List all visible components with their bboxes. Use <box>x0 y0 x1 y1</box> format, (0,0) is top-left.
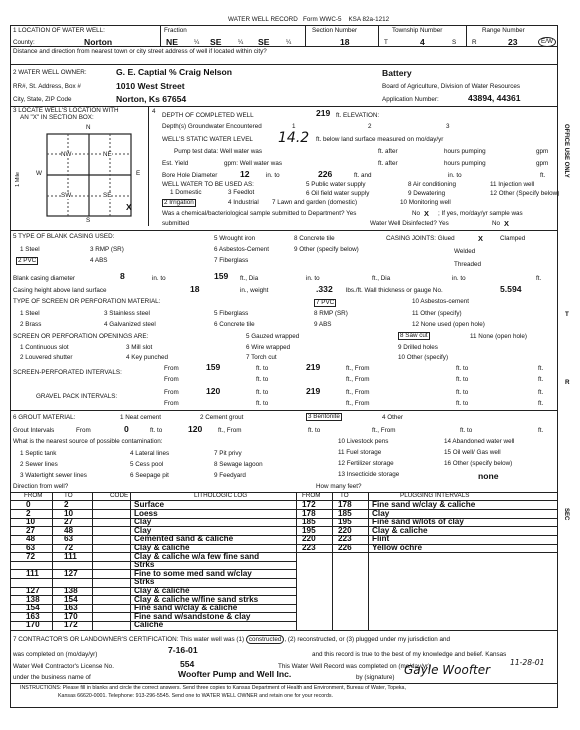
log-to[interactable]: 111 <box>64 551 77 561</box>
gp-ft-to4: ft. to <box>456 400 469 407</box>
license-label: Water Well Contractor's License No. <box>13 663 114 670</box>
grout-ft-to2: ft. to <box>308 427 321 434</box>
plug-to[interactable]: 178 <box>338 500 352 509</box>
joints-clamped: Clamped <box>500 235 526 242</box>
gp-from-value[interactable]: 120 <box>206 386 221 396</box>
section-value[interactable]: 18 <box>340 37 350 47</box>
office-r: R <box>565 379 570 386</box>
weight-value[interactable]: .332 <box>316 284 333 294</box>
contam-label: What is the nearest source of possible contamination: <box>13 438 163 445</box>
log-to[interactable]: 27 <box>64 517 74 527</box>
distance-label: Distance and direction from nearest town or city street address of well if located within city? <box>13 48 267 55</box>
plug-from[interactable]: 185 <box>302 517 316 527</box>
gp-ft2: ft. <box>538 400 544 407</box>
app-label: Application Number: <box>382 96 439 103</box>
howmany-label: How many feet? <box>316 483 362 490</box>
open-none[interactable]: 11 None (open hole) <box>470 333 527 340</box>
office-sec: SEC <box>563 508 569 521</box>
log-to[interactable]: 127 <box>64 568 78 578</box>
log-from[interactable]: 138 <box>26 594 40 604</box>
gp-from-label: From <box>164 389 179 396</box>
record-completed-label: This Water Well Record was completed on (mo/day/yr) <box>278 663 431 670</box>
casing-steel[interactable]: 1 Steel <box>20 246 40 253</box>
pump-gpm: gpm <box>536 148 549 155</box>
spi-from-label: From <box>164 365 179 372</box>
csz-label: City, State, ZIP Code <box>13 96 72 103</box>
grid-ne: NE <box>103 151 112 158</box>
static-level-tail: ft. below land surface measured on mo/day/yr <box>316 136 444 143</box>
quarter-mark: ¼ <box>286 39 292 46</box>
log-to[interactable]: 48 <box>64 525 74 535</box>
spi-ft-to3: ft. to <box>256 376 269 383</box>
township-t: T <box>384 39 388 46</box>
fraction-q2[interactable]: SE <box>210 37 222 47</box>
chem-tail: ; If yes, mo/day/yr sample was <box>438 210 523 217</box>
instructions-line2: Kansas 66620-0001. Telephone: 913-296-5545. Send one to WATER WELL OWNER and retain one for your records. <box>58 693 334 699</box>
casing-fiberglass[interactable]: 7 Fiberglass <box>214 257 249 264</box>
gp-ft: ft. <box>538 389 544 396</box>
log-h-lith: LITHOLOGIC LOG <box>194 492 248 499</box>
grout-cement[interactable]: 2 Cement grout <box>200 414 244 421</box>
range-ew-circle[interactable]: E/W <box>538 37 556 47</box>
constructed-circled[interactable]: constructed <box>246 635 285 644</box>
gp-ft-from3: ft., From <box>346 400 370 407</box>
diam-ft: ft. <box>536 275 542 282</box>
use-oilfield[interactable]: 6 Oil field water supply <box>306 190 370 197</box>
yield-hours: hours pumping <box>444 160 486 167</box>
grout-ft-to3: ft. to <box>460 427 473 434</box>
disinfected-no: No <box>492 220 501 227</box>
diam-value[interactable]: 8 <box>120 271 125 281</box>
s3-title2: AN "X" IN SECTION BOX: <box>20 114 94 121</box>
log-to[interactable]: 154 <box>64 594 78 604</box>
openings-label: SCREEN OR PERFORATION OPENINGS ARE: <box>13 333 149 340</box>
screen-fiberglass[interactable]: 5 Fiberglass <box>214 310 249 317</box>
plug-material[interactable]: Fine sand w/clay & caliche <box>372 500 476 509</box>
grid-nw: NW <box>61 151 72 158</box>
use-domestic[interactable]: 1 Domestic <box>170 189 202 196</box>
contam-abandoned[interactable]: 14 Abandoned water well <box>444 438 515 445</box>
screen-abs[interactable]: 9 ABS <box>314 321 332 328</box>
open-keypunched[interactable]: 4 Key punched <box>126 354 169 361</box>
log-to[interactable]: 172 <box>64 620 78 630</box>
pump-ft-after: ft. after <box>378 148 398 155</box>
static-level-value[interactable]: 14.2 <box>278 130 310 146</box>
gw-1: 1 <box>292 123 296 130</box>
county-value[interactable]: Norton <box>84 37 113 47</box>
use-irrigation-circled[interactable]: 2 Irrigation <box>164 199 194 206</box>
plug-from[interactable]: 172 <box>302 500 316 509</box>
mile-label: 1 Mile <box>15 172 21 187</box>
yield-label: Est. Yield <box>162 160 189 167</box>
plug-to[interactable]: 226 <box>338 543 352 552</box>
contam-none-value[interactable]: none <box>478 471 499 481</box>
joints-threaded: Threaded <box>454 261 481 268</box>
contam-feedyard[interactable]: 9 Feedyard <box>214 472 246 479</box>
gp-label: GRAVEL PACK INTERVALS: <box>36 393 118 400</box>
business-label: under the business name of <box>13 674 91 681</box>
log-lithology[interactable]: Clay & caliche w/a few fine sand <box>134 551 260 561</box>
diam-in-to: in. to <box>152 275 166 282</box>
diam-in-to2: in. to <box>306 275 320 282</box>
plug-material[interactable]: Clay <box>372 508 390 518</box>
log-to[interactable]: 170 <box>64 611 78 621</box>
grout-bentonite-circled[interactable]: 3 Bentonite <box>308 413 340 420</box>
plug-h-to: TO <box>340 492 349 499</box>
plug-to[interactable]: 223 <box>338 534 352 544</box>
gauge-value[interactable]: 5.594 <box>500 284 522 294</box>
open-drilled[interactable]: 9 Drilled holes <box>398 344 438 351</box>
gw-3: 3 <box>446 123 450 130</box>
screen-other[interactable]: 11 Other (specify) <box>412 310 462 317</box>
log-lithology[interactable]: Cemented sand & caliche <box>134 534 234 544</box>
log-from[interactable]: 154 <box>26 603 40 613</box>
plug-material[interactable]: Flint <box>372 534 390 544</box>
s4-marker: 4 <box>152 108 156 115</box>
range-label: Range Number <box>482 27 525 34</box>
plug-to[interactable]: 195 <box>338 517 352 527</box>
grout-from-label: From <box>76 427 91 434</box>
screen-rmp[interactable]: 8 RMP (SR) <box>314 310 348 317</box>
plug-from[interactable]: 195 <box>302 525 316 535</box>
use-monitoring[interactable]: 10 Monitoring well <box>400 199 451 206</box>
s3-title: 3 LOCATE WELL'S LOCATION WITH <box>13 107 119 114</box>
contam-livestock[interactable]: 10 Livestock pens <box>338 438 389 445</box>
plug-material[interactable]: Fine sand w/lots of clay <box>372 517 464 527</box>
township-s: S <box>452 39 457 46</box>
grid-se: SE <box>103 192 112 199</box>
joints-glued-x[interactable]: X <box>478 234 483 243</box>
diam-to-value[interactable]: 159 <box>214 271 229 281</box>
use-other[interactable]: 12 Other (Specify below) <box>490 190 560 197</box>
chem-label: Was a chemical/bacteriological sample submitted to Department? Yes <box>162 210 357 217</box>
grout-ft-from: ft., From <box>218 427 242 434</box>
groundwater-label: Depth(s) Groundwater Encountered <box>162 123 262 130</box>
board-text: Board of Agriculture, Division of Water Resources <box>382 83 521 90</box>
s7-line1: 7 CONTRACTOR'S OR LANDOWNER'S CERTIFICATION: This water well was (1) constructed , (2) reconstructed, or (3) plugged under my jurisdiction and <box>13 636 450 643</box>
screen-steel[interactable]: 1 Steel <box>20 310 40 317</box>
bore-in-to2: in. to <box>448 172 462 179</box>
disinfected-x[interactable]: X <box>504 219 509 228</box>
s2-title: 2 WATER WELL OWNER: <box>13 69 87 76</box>
plug-material[interactable]: Yellow ochre <box>372 543 423 552</box>
county-label: County: <box>13 39 35 46</box>
log-lithology[interactable]: Loess <box>134 508 158 518</box>
log-lithology[interactable]: Strks <box>134 560 155 570</box>
contam-fertilizer[interactable]: 12 Fertilizer storage <box>338 460 394 467</box>
spi-from-label2: From <box>164 376 179 383</box>
log-lithology[interactable]: Clay & caliche w/fine sand strks <box>134 594 259 604</box>
log-lithology[interactable]: Fine sand w/sandstone & clay <box>134 611 251 621</box>
owner-note[interactable]: Battery <box>382 68 412 78</box>
spi-ft-from3: ft., From <box>346 376 370 383</box>
spi-label: SCREEN-PERFORATED INTERVALS: <box>13 369 122 376</box>
grid-sw: SW <box>61 192 72 199</box>
log-lithology[interactable]: Clay & caliche <box>134 543 190 552</box>
fraction-label: Fraction <box>164 27 187 34</box>
log-to[interactable]: 63 <box>64 534 74 544</box>
screen-asbestos[interactable]: 10 Asbestos-cement <box>412 298 470 305</box>
completed-date[interactable]: 7-16-01 <box>168 645 198 655</box>
screen-brass[interactable]: 2 Brass <box>20 321 42 328</box>
license-value[interactable]: 554 <box>180 659 195 669</box>
form-title: WATER WELL RECORD Form WWC-5 KSA 82a-1212 <box>228 16 390 23</box>
spi-to-value[interactable]: 219 <box>306 362 321 372</box>
log-from[interactable]: 170 <box>26 620 40 630</box>
spi-from-value[interactable]: 159 <box>206 362 221 372</box>
plug-row-line <box>296 544 558 545</box>
compass-w: W <box>36 170 42 177</box>
weight-label: in., weight <box>240 287 269 294</box>
elevation-label: ft. ELEVATION: <box>336 112 380 119</box>
township-value[interactable]: 4 <box>420 37 425 47</box>
yield-gpm: gpm: Well water was <box>224 160 282 167</box>
chem-x[interactable]: X <box>424 209 429 218</box>
log-from[interactable]: 0 <box>26 500 31 509</box>
spi-ft2: ft. <box>538 376 544 383</box>
township-label: Township Number <box>392 27 443 34</box>
spi-ft-from2: ft., From <box>346 365 370 372</box>
s5-title: 5 TYPE OF BLANK CASING USED: <box>13 233 115 240</box>
quarter-mark: ¼ <box>194 39 200 46</box>
pump-test-label: Pump test data: Well water was <box>174 148 263 155</box>
gauge-label: lbs./ft. Wall thickness or gauge No. <box>346 287 443 294</box>
signature-label: by (signature) <box>356 674 395 681</box>
open-millslot[interactable]: 3 Mill slot <box>126 344 153 351</box>
bore-to-value[interactable]: 226 <box>318 169 333 179</box>
gp-from-label2: From <box>164 400 179 407</box>
contam-other[interactable]: 16 Other (specify below) <box>444 460 513 467</box>
section-label: Section Number <box>312 27 358 34</box>
s6-title: 6 GROUT MATERIAL: <box>13 414 76 421</box>
range-r: R <box>472 39 477 46</box>
static-level-label: WELL'S STATIC WATER LEVEL <box>162 136 253 143</box>
plug-row-line <box>296 509 558 510</box>
use-lawn[interactable]: 7 Lawn and garden (domestic) <box>272 199 358 206</box>
plug-h-intervals: PLUGGING INTERVALS <box>400 492 470 499</box>
contam-seepage[interactable]: 6 Seepage pit <box>130 472 169 479</box>
fraction-q3[interactable]: SE <box>258 37 270 47</box>
gp-ft-from2: ft., From <box>346 389 370 396</box>
screen-galvanized[interactable]: 4 Galvanized steel <box>104 321 156 328</box>
app-number[interactable]: 43894, 44361 <box>468 93 521 103</box>
plug-material[interactable]: Clay & caliche <box>372 525 428 535</box>
compass-s: S <box>86 217 91 224</box>
log-lithology[interactable]: Caliche <box>134 620 164 630</box>
diam-ft-dia2: ft., Dia <box>372 275 391 282</box>
address-label: RR#, St. Address, Box # <box>13 83 81 90</box>
log-lithology[interactable]: Clay <box>134 525 152 535</box>
depth-value[interactable]: 219 <box>316 108 331 118</box>
instructions-line1: INSTRUCTIONS: Please fill in blanks and circle the correct answers. Send three copies to Kansas Department of Health and Environment, Bureau of Water, Topeka, <box>20 685 406 691</box>
casing-wrought[interactable]: 5 Wrought iron <box>214 235 256 242</box>
yield-gpm2: gpm <box>536 160 549 167</box>
use-dewatering[interactable]: 9 Dewatering <box>408 190 446 197</box>
plug-from[interactable]: 220 <box>302 534 316 544</box>
log-lithology[interactable]: Surface <box>134 500 165 509</box>
casing-asbestos[interactable]: 6 Asbestos-Cement <box>214 246 269 253</box>
contam-lagoon[interactable]: 8 Sewage lagoon <box>214 461 263 468</box>
bore-ft: ft. <box>540 172 546 179</box>
joints-welded: Welded <box>454 248 476 255</box>
bore-label: Bore Hole Diameter <box>162 172 218 179</box>
casing-abs[interactable]: 4 ABS <box>90 257 108 264</box>
plug-row-line <box>296 535 558 536</box>
grout-ft: ft. <box>538 427 544 434</box>
contam-watertight[interactable]: 3 Watertight sewer lines <box>20 472 87 479</box>
grout-int-label: Grout Intervals <box>13 427 55 434</box>
screen-type-label: TYPE OF SCREEN OR PERFORATION MATERIAL: <box>13 298 161 305</box>
screen-concrete[interactable]: 6 Concrete tile <box>214 321 255 328</box>
log-from[interactable]: 63 <box>26 543 36 552</box>
open-other[interactable]: 10 Other (specify) <box>398 354 449 361</box>
business-value[interactable]: Woofter Pump and Well Inc. <box>178 669 292 679</box>
log-from[interactable]: 10 <box>26 517 36 527</box>
direction-label: Direction from well? <box>13 483 69 490</box>
casing-rmp[interactable]: 3 RMP (SR) <box>90 246 124 253</box>
plug-to[interactable]: 185 <box>338 508 352 518</box>
gp-ft-to: ft. to <box>256 389 269 396</box>
office-use-label: OFFICE USE ONLY <box>563 124 569 178</box>
screen-none[interactable]: 12 None used (open hole) <box>412 321 485 328</box>
contam-oilgas[interactable]: 15 Oil well/ Gas well <box>444 449 501 456</box>
log-to[interactable]: 2 <box>64 500 69 509</box>
log-to[interactable]: 10 <box>64 508 74 518</box>
yield-ft-after: ft. after <box>378 160 398 167</box>
pump-hours: hours pumping <box>444 148 486 155</box>
log-from[interactable]: 2 <box>26 508 31 518</box>
open-wire[interactable]: 6 Wire wrapped <box>246 344 291 351</box>
s1-title: 1 LOCATION OF WATER WELL: <box>13 27 105 34</box>
plug-to[interactable]: 220 <box>338 525 352 535</box>
use-label: WELL WATER TO BE USED AS: <box>162 181 254 188</box>
signature[interactable]: Gayle Woofter <box>404 663 491 677</box>
spi-ft-to2: ft. to <box>456 365 469 372</box>
open-sawcut-circled[interactable]: 8 Saw cut <box>400 332 428 339</box>
plug-h-from: FROM <box>302 492 321 499</box>
plug-from[interactable]: 178 <box>302 508 316 518</box>
casing-pvc-circled[interactable]: 2 PVC <box>18 257 37 264</box>
record-completed-date[interactable]: 11-28-01 <box>510 658 545 667</box>
grout-from-value[interactable]: 0 <box>124 424 129 434</box>
open-louvered[interactable]: 2 Louvered shutter <box>20 354 73 361</box>
log-from[interactable]: 72 <box>26 551 36 561</box>
submitted-label: submitted <box>162 220 190 227</box>
spi-ft-to: ft. to <box>256 365 269 372</box>
use-air[interactable]: 8 Air conditioning <box>408 181 456 188</box>
contam-septic[interactable]: 1 Septic tank <box>20 450 57 457</box>
grout-other[interactable]: 4 Other <box>382 414 403 421</box>
log-from[interactable]: 111 <box>26 568 39 578</box>
log-to[interactable]: 72 <box>64 543 74 552</box>
contam-lateral[interactable]: 4 Lateral lines <box>130 450 170 457</box>
log-h-to: TO <box>64 492 73 499</box>
contam-fuel[interactable]: 11 Fuel storage <box>338 449 382 456</box>
use-industrial[interactable]: 4 Industrial <box>228 199 259 206</box>
log-from[interactable]: 163 <box>26 611 40 621</box>
contam-cesspool[interactable]: 5 Cess pool <box>130 461 164 468</box>
contam-pitprivy[interactable]: 7 Pit privy <box>214 450 242 457</box>
log-lithology[interactable]: Fine to some med sand w/clay <box>134 568 252 578</box>
joints-label: CASING JOINTS: Glued <box>386 235 455 242</box>
open-torch[interactable]: 7 Torch cut <box>246 354 277 361</box>
office-t: T <box>565 311 569 318</box>
completed-label: was completed on (mo/day/yr) <box>13 651 98 658</box>
use-injection[interactable]: 11 Injection well <box>490 181 535 188</box>
plug-from[interactable]: 223 <box>302 543 316 552</box>
contam-sewer[interactable]: 2 Sewer lines <box>20 461 58 468</box>
spi-ft: ft. <box>538 365 544 372</box>
compass-n: N <box>86 124 91 131</box>
city-value[interactable]: Norton, Ks 67654 <box>116 94 187 104</box>
log-lithology[interactable]: Fine sand w/clay & caliche <box>134 603 238 613</box>
grout-neat[interactable]: 1 Neat cement <box>120 414 161 421</box>
log-from[interactable]: 48 <box>26 534 36 544</box>
quarter-mark: ¼ <box>238 39 244 46</box>
open-continuous[interactable]: 1 Continuous slot <box>20 344 69 351</box>
completed-tail: and this record is true to the best of my knowledge and belief. Kansas <box>312 651 507 658</box>
diam-ft-dia: ft., Dia <box>240 275 259 282</box>
plug-row-line <box>296 552 558 553</box>
bore-in-to: in. to <box>266 172 280 179</box>
diam-in-to3: in. to <box>452 275 466 282</box>
log-lithology[interactable]: Clay <box>134 517 152 527</box>
disinfected-label: Water Well Disinfected? Yes <box>370 220 449 227</box>
log-from[interactable]: 127 <box>26 586 40 595</box>
fraction-q1[interactable]: NE <box>166 37 178 47</box>
depth-label: DEPTH OF COMPLETED WELL <box>162 112 254 119</box>
use-feedlot[interactable]: 3 Feedlot <box>228 189 255 196</box>
diam-label: Blank casing diameter <box>13 275 75 282</box>
screen-pvc-circled[interactable]: 7 PVC <box>316 299 335 306</box>
bore-value[interactable]: 12 <box>240 169 250 179</box>
casing-other[interactable]: 9 Other (specify below) <box>294 246 359 253</box>
spi-ft-to4: ft. to <box>456 376 469 383</box>
use-public[interactable]: 5 Public water supply <box>306 181 366 188</box>
height-label: Casing height above land surface <box>13 287 107 294</box>
chem-no: No <box>412 210 421 217</box>
range-value[interactable]: 23 <box>508 37 518 47</box>
contam-insecticide[interactable]: 13 Insecticide storage <box>338 471 400 478</box>
owner-value[interactable]: G. E. Captial % Craig Nelson <box>116 67 233 77</box>
grout-ft-to: ft. to <box>150 427 163 434</box>
gp-ft-to3: ft. to <box>256 400 269 407</box>
log-h-code: CODE <box>110 492 129 499</box>
log-lithology[interactable]: Clay & caliche <box>134 586 190 595</box>
gp-to-value[interactable]: 219 <box>306 386 321 396</box>
section-grid[interactable] <box>46 133 132 217</box>
casing-concrete[interactable]: 8 Concrete tile <box>294 235 335 242</box>
compass-e: E <box>136 170 141 177</box>
grout-to-value[interactable]: 120 <box>188 424 203 434</box>
gw-2: 2 <box>368 123 372 130</box>
address-value[interactable]: 1010 West Street <box>116 81 185 91</box>
height-value[interactable]: 18 <box>190 284 200 294</box>
log-to[interactable]: 163 <box>64 603 78 613</box>
log-h-from: FROM <box>24 492 43 499</box>
screen-stainless[interactable]: 3 Stainless steel <box>104 310 150 317</box>
log-from[interactable]: 27 <box>26 525 36 535</box>
open-gauzed[interactable]: 5 Gauzed wrapped <box>246 333 300 340</box>
grout-ft-from3: ft., From <box>372 427 396 434</box>
log-lithology[interactable]: Strks <box>134 577 155 587</box>
location-x-mark[interactable]: X <box>126 202 132 212</box>
bore-ft-and: ft. and <box>354 172 372 179</box>
gp-ft-to2: ft. to <box>456 389 469 396</box>
log-to[interactable]: 138 <box>64 586 78 595</box>
